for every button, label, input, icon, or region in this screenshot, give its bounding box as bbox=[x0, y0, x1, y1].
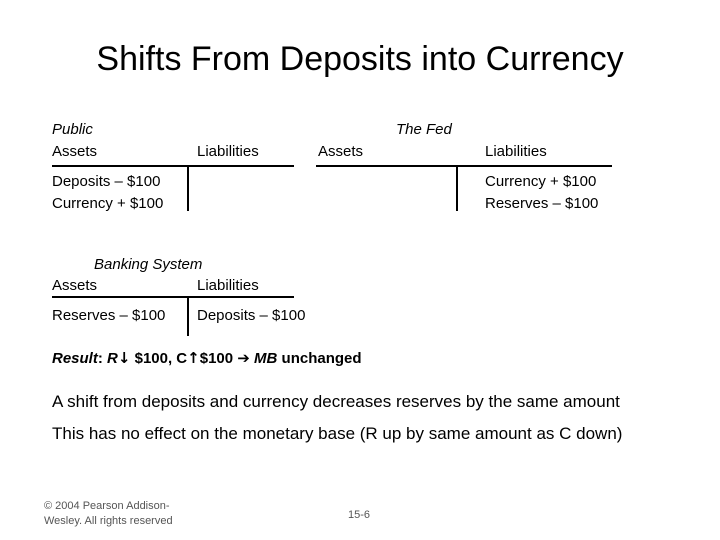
fed-taccount-horizontal-line bbox=[316, 165, 612, 167]
result-unchanged: unchanged bbox=[277, 350, 362, 367]
copyright-line: Wesley. All rights reserved bbox=[44, 515, 173, 527]
copyright-line: © 2004 Pearson Addison- bbox=[44, 500, 170, 512]
fed-taccount-vertical-line bbox=[456, 165, 458, 211]
public-asset-item: Deposits – $100 bbox=[52, 173, 161, 190]
fed-liability-item: Currency + $100 bbox=[485, 173, 597, 190]
result-label: Result bbox=[52, 350, 98, 367]
banking-taccount-horizontal-line bbox=[52, 296, 294, 298]
result-r: R bbox=[107, 350, 118, 367]
result-r-amount: $100, C bbox=[130, 350, 188, 367]
right-arrow-icon: ➔ bbox=[237, 349, 250, 367]
public-label: Public bbox=[52, 121, 93, 138]
public-taccount-vertical-line bbox=[187, 165, 189, 211]
public-assets-header: Assets bbox=[52, 143, 98, 160]
up-arrow-icon: ↑ bbox=[187, 349, 200, 367]
banking-liability-item: Deposits – $100 bbox=[197, 307, 306, 324]
result-c-amount: $100 bbox=[199, 350, 238, 367]
public-taccount-horizontal-line bbox=[52, 165, 294, 167]
banking-assets-header: Assets bbox=[52, 277, 98, 294]
fed-assets-header: Assets bbox=[318, 143, 364, 160]
banking-label: Banking System bbox=[94, 256, 203, 273]
public-asset-item: Currency + $100 bbox=[52, 195, 164, 212]
result-mb: MB bbox=[249, 350, 278, 367]
public-liabilities-header: Liabilities bbox=[197, 143, 259, 160]
fed-liabilities-header: Liabilities bbox=[485, 143, 547, 160]
fed-label: The Fed bbox=[396, 121, 452, 138]
page-number: 15-6 bbox=[348, 509, 371, 521]
banking-taccount-vertical-line bbox=[187, 296, 189, 336]
banking-asset-item: Reserves – $100 bbox=[52, 307, 166, 324]
body-text-line: A shift from deposits and currency decreases reserves by the same amount bbox=[52, 392, 620, 411]
result-colon: : bbox=[97, 350, 108, 367]
banking-liabilities-header: Liabilities bbox=[197, 277, 259, 294]
fed-liability-item: Reserves – $100 bbox=[485, 195, 599, 212]
result-line bbox=[52, 347, 362, 370]
body-text-line: This has no effect on the monetary base (R up by same amount as C down) bbox=[52, 424, 623, 443]
slide-title: Shifts From Deposits into Currency bbox=[96, 40, 624, 78]
down-arrow-icon: ↓ bbox=[117, 349, 131, 367]
